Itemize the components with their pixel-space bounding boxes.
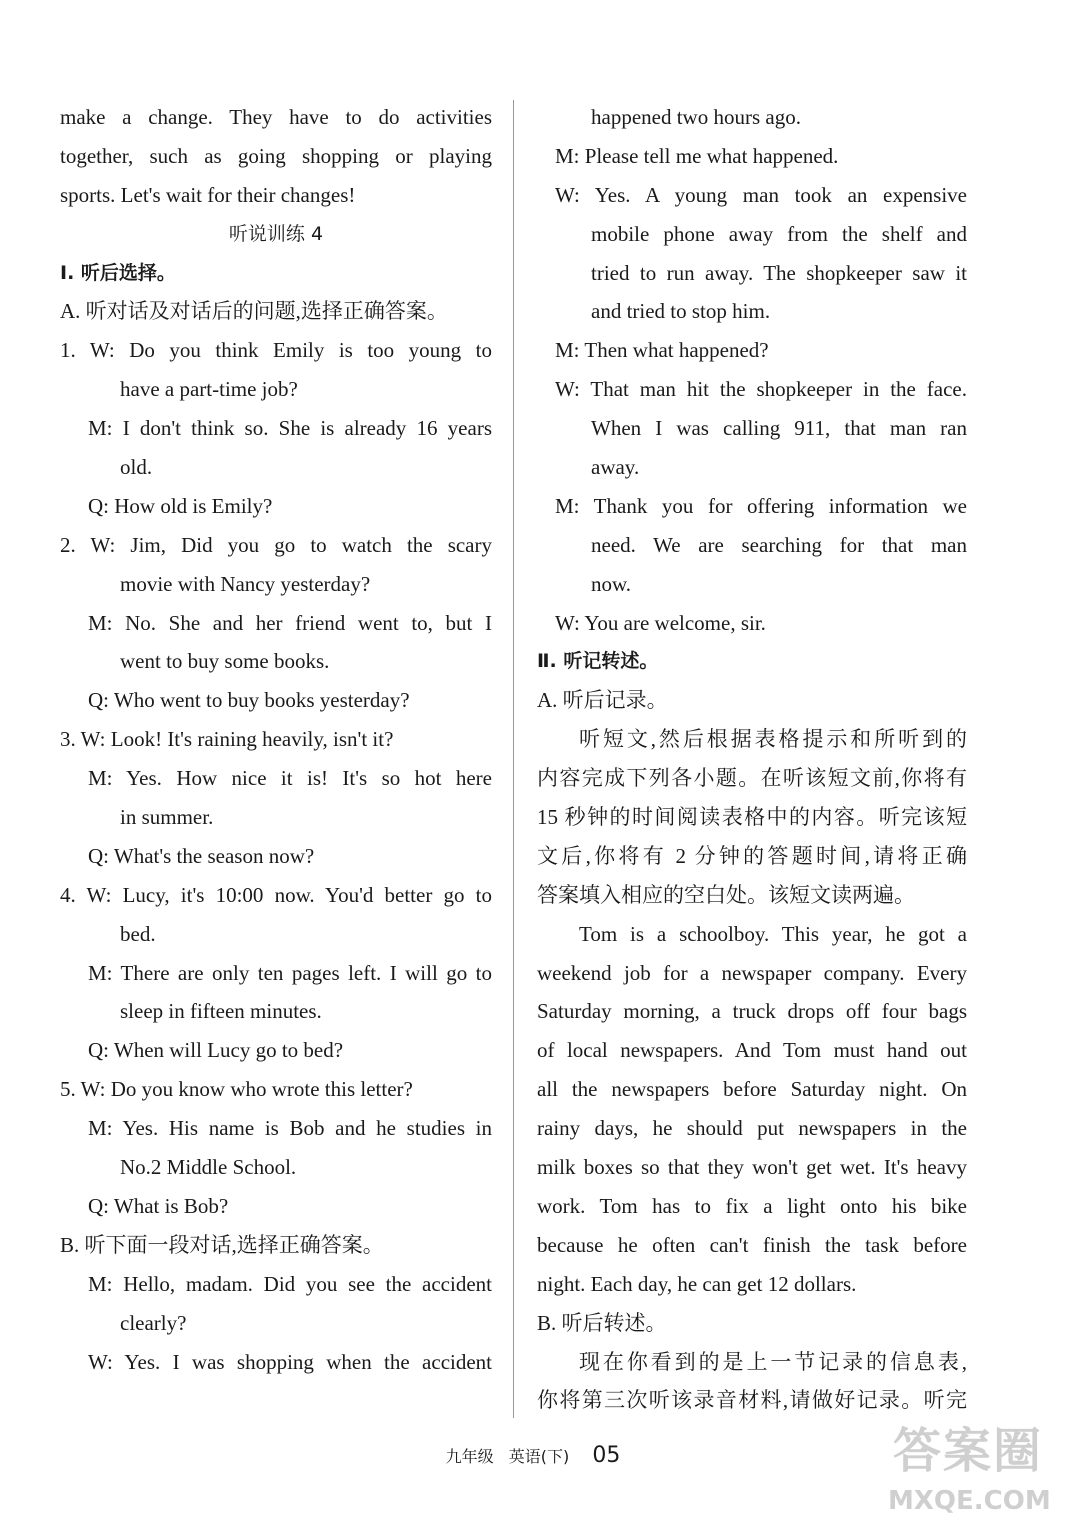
right-text-line: 文后,你将有 2 分钟的答题时间,请将正确 (537, 843, 967, 868)
page-number: 05 (592, 1443, 621, 1468)
left-text-line: movie with Nancy yesterday? (120, 571, 371, 596)
right-text-line: need. We are searching for that man (591, 532, 967, 557)
left-text-line: Ⅰ. 听后选择。 (60, 261, 176, 284)
right-text-line: because he often can't finish the task before (537, 1232, 967, 1257)
right-text-line: 现在你看到的是上一节记录的信息表, (579, 1349, 967, 1374)
left-text-line: W: Yes. I was shopping when the accident (88, 1349, 492, 1374)
right-text-line: A. 听后记录。 (537, 688, 668, 713)
right-text-line: Saturday morning, a truck drops off four bags (537, 999, 967, 1024)
left-text-line: 4. W: Lucy, it's 10:00 now. You'd better go to (60, 882, 492, 907)
right-text-line: work. Tom has to fix a light onto his bike (537, 1193, 967, 1218)
right-text-line: now. (591, 571, 632, 596)
right-text-line: W: Yes. A young man took an expensive (555, 182, 967, 207)
left-text-line: M: Hello, madam. Did you see the accident (88, 1271, 492, 1296)
right-text-line: 答案填入相应的空白处。该短文读两遍。 (537, 882, 915, 907)
right-text-line: rainy days, he should put newspapers in the (537, 1116, 967, 1141)
left-text-line: No.2 Middle School. (120, 1155, 297, 1180)
watermark-logo-text: 答案圈 (892, 1423, 1043, 1479)
left-text-line: old. (120, 455, 153, 480)
right-text-line: M: Please tell me what happened. (555, 143, 839, 168)
left-text-line: 1. W: Do you think Emily is too young to (60, 338, 492, 363)
left-text-line: 2. W: Jim, Did you go to watch the scary (60, 532, 492, 557)
right-text-line: M: Thank you for offering information we (555, 493, 967, 518)
left-text-line: Q: Who went to buy books yesterday? (88, 688, 410, 713)
right-text-line: of local newspapers. And Tom must hand out (537, 1038, 967, 1063)
right-text-line: tried to run away. The shopkeeper saw it (591, 260, 967, 285)
left-text-line: sports. Let's wait for their changes! (60, 182, 356, 207)
right-text-line: night. Each day, he can get 12 dollars. (537, 1271, 857, 1296)
right-text-line: B. 听后转述。 (537, 1310, 667, 1335)
right-text-line: 内容完成下列各小题。在听该短文前,你将有 (537, 766, 967, 791)
right-text-line: W: That man hit the shopkeeper in the face. (555, 377, 967, 402)
left-text-line: M: There are only ten pages left. I will go to (88, 960, 492, 985)
right-text-line: mobile phone away from the shelf and (591, 221, 967, 246)
footer-grade: 九年级 (445, 1447, 494, 1466)
left-text-line: together, such as going shopping or playing (60, 143, 492, 168)
right-column (537, 98, 967, 1420)
right-text-line: weekend job for a newspaper company. Every (537, 960, 967, 985)
left-text-line: went to buy some books. (120, 649, 330, 674)
left-text-line: M: No. She and her friend went to, but I (88, 610, 492, 635)
left-text-line: Q: How old is Emily? (88, 493, 273, 518)
column-divider (513, 100, 514, 1418)
right-text-line: 你将第三次听该录音材料,请做好记录。听完 (537, 1388, 967, 1413)
left-text-line: 听说训练 4 (228, 222, 324, 245)
left-text-line: 3. W: Look! It's raining heavily, isn't it? (60, 727, 394, 752)
left-text-line: Q: What is Bob? (88, 1193, 229, 1218)
left-text-line: clearly? (120, 1310, 187, 1335)
left-text-line: Q: When will Lucy go to bed? (88, 1038, 344, 1063)
right-text-line: 15 秒钟的时间阅读表格中的内容。听完该短 (537, 805, 967, 830)
left-column (60, 98, 492, 1381)
left-text-line: M: Yes. How nice it is! It's so hot here (88, 766, 492, 791)
left-text-line: Q: What's the season now? (88, 843, 315, 868)
left-text-line: have a part-time job? (120, 377, 298, 402)
right-text-line: When I was calling 911, that man ran (591, 416, 967, 441)
left-text-line: M: I don't think so. She is already 16 years (88, 416, 492, 441)
left-text-line: sleep in fifteen minutes. (120, 999, 322, 1024)
right-text-line: Tom is a schoolboy. This year, he got a (579, 921, 967, 946)
left-text-line: in summer. (120, 805, 214, 830)
footer-subject: 英语(下) (508, 1447, 570, 1466)
right-text-line: away. (591, 455, 640, 480)
right-text-line: happened two hours ago. (591, 105, 801, 129)
right-text-line: and tried to stop him. (591, 299, 771, 324)
left-text-line: make a change. They have to do activities (60, 105, 492, 129)
left-text-line: bed. (120, 921, 156, 946)
right-text-line: 听短文,然后根据表格提示和所听到的 (579, 727, 967, 752)
left-text-line: A. 听对话及对话后的问题,选择正确答案。 (60, 299, 448, 324)
right-text-line: all the newspapers before Saturday night. On (537, 1077, 967, 1102)
left-text-line: M: Yes. His name is Bob and he studies in (88, 1116, 492, 1141)
left-text-line: B. 听下面一段对话,选择正确答案。 (60, 1232, 384, 1257)
right-text-line: Ⅱ. 听记转述。 (537, 650, 659, 673)
watermark-url: MXQE.COM (888, 1486, 1051, 1516)
right-text-line: milk boxes so that they won't get wet. It's heavy (537, 1155, 967, 1180)
right-text-line: M: Then what happened? (555, 338, 769, 363)
watermark-logo (888, 1416, 1051, 1526)
right-text-line: W: You are welcome, sir. (555, 610, 766, 635)
left-text-line: 5. W: Do you know who wrote this letter? (60, 1077, 413, 1102)
